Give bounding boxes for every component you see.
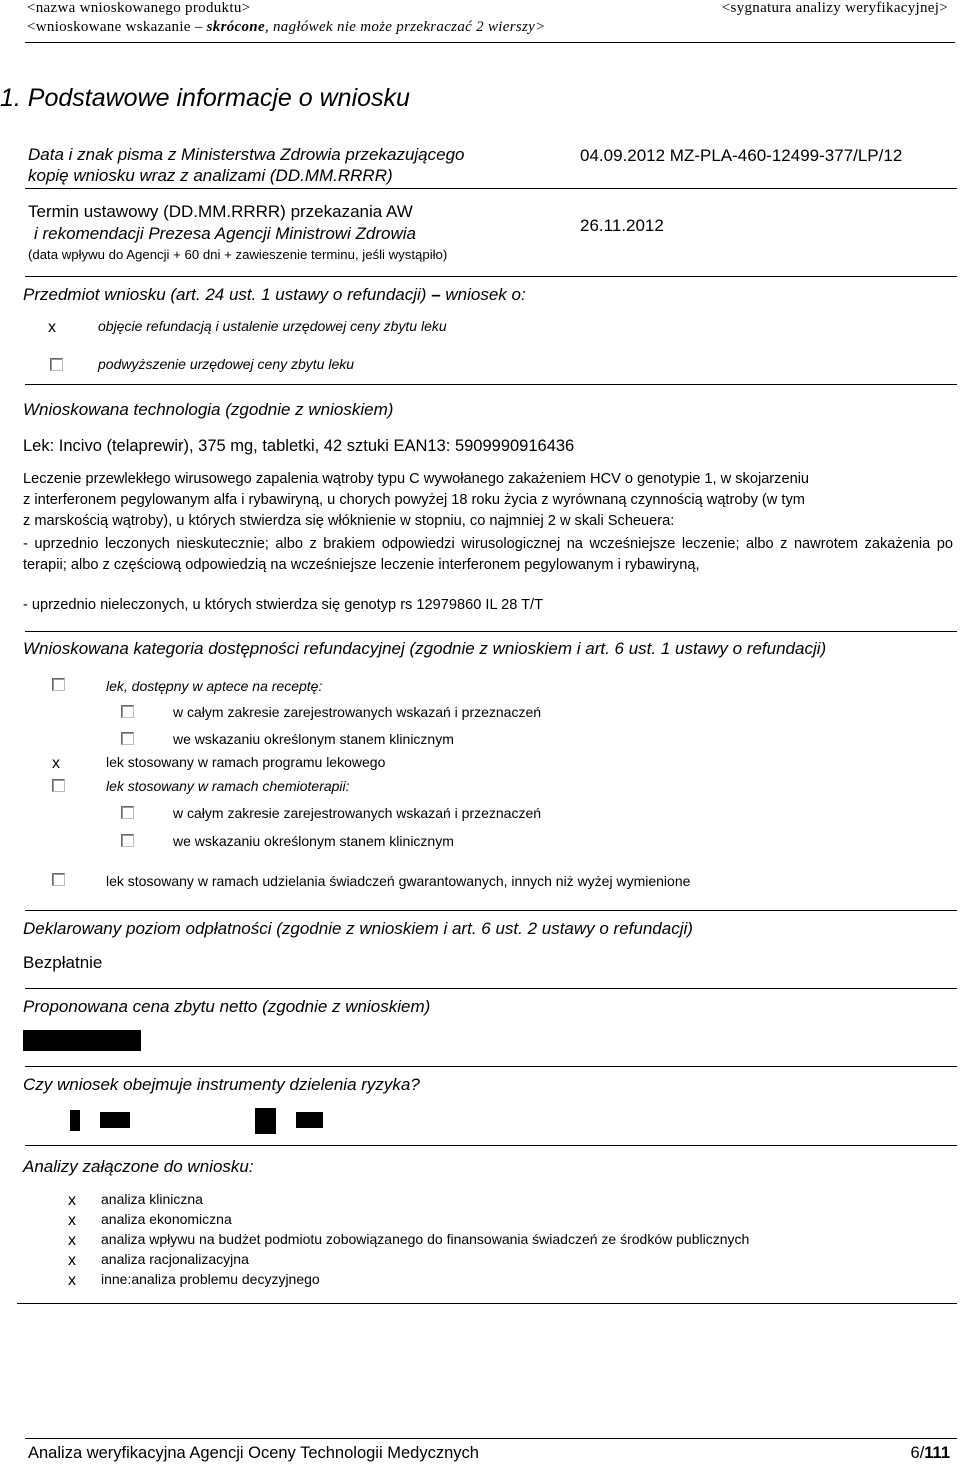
category-item-4-mark[interactable]: x — [52, 755, 60, 772]
product-placeholder: <nazwa wnioskowanego produktu> — [27, 0, 251, 16]
payment-value: Bezpłatnie — [23, 953, 103, 972]
category-item-7-checkbox[interactable] — [121, 834, 134, 847]
analysis-3-mark: x — [68, 1232, 76, 1249]
category-item-5-label: lek stosowany w ramach chemioterapii: — [106, 778, 350, 794]
deadline-note: (data wpływu do Agencji + 60 dni + zawieszenie terminu, jeśli wystąpiło) — [28, 247, 448, 262]
analysis-2-label: analiza ekonomiczna — [101, 1211, 232, 1227]
technology-drug: Lek: Incivo (telaprewir), 375 mg, tabletki, 42 sztuki EAN13: 5909990916436 — [23, 437, 575, 455]
rule-3 — [25, 384, 957, 385]
technology-indication-3: z marskością wątroby), u których stwierdza się włóknienie w stopniu, co najmniej 2 w skali Scheuera: — [23, 513, 675, 529]
page-total: 111 — [924, 1444, 950, 1462]
category-title: Wnioskowana kategoria dostępności refundacyjnej (zgodnie z wnioskiem i art. 6 ust. 1 ustawy o refundacji) — [23, 639, 827, 658]
subject-option-1-mark[interactable]: x — [48, 319, 56, 336]
letter-label-1: Data i znak pisma z Ministerstwa Zdrowia przekazującego — [28, 145, 465, 164]
category-item-6-label: w całym zakresie zarejestrowanych wskazań i przeznaczeń — [173, 805, 542, 821]
risk-redaction-1 — [70, 1110, 80, 1131]
deadline-label-1: Termin ustawowy (DD.MM.RRRR) przekazania AW — [28, 202, 413, 221]
technology-bullet-1: - uprzednio leczonych nieskutecznie; albo z brakiem odpowiedzi wirusologicznej na wcześniejsze leczenie; albo z nawrotem zakażenia po terapii; albo z częściową odpowiedzią na wcześniejsze leczenie interferonem pegylowanym i rybawiryną, — [23, 536, 953, 573]
rule-4 — [25, 631, 957, 632]
analysis-5-label: inne:analiza problemu decyzyjnego — [101, 1271, 320, 1287]
category-item-3-checkbox[interactable] — [121, 732, 134, 745]
signature-placeholder: <sygnatura analizy weryfikacyjnej> — [721, 0, 948, 16]
subject-title-a: Przedmiot wniosku (art. 24 ust. 1 ustawy o refundacji) — [23, 285, 427, 304]
footer-rule — [25, 1438, 957, 1439]
subject-title — [23, 285, 526, 305]
analysis-3-label: analiza wpływu na budżet podmiotu zobowiązanego do finansowania świadczeń ze środków publicznych — [101, 1231, 750, 1247]
technology-bullet-2: - uprzednio nieleczonych, u których stwierdza się genotyp rs 12979860 IL 28 T/T — [23, 597, 543, 613]
technology-title: Wnioskowana technologia (zgodnie z wnioskiem) — [23, 400, 394, 419]
analysis-1-mark: x — [68, 1192, 76, 1209]
technology-indication-2: z interferonem pegylowanym alfa i rybawiryną, u chorych powyżej 18 roku życia z wyrównaną czynnością wątroby (w tym — [23, 492, 805, 508]
analysis-1-label: analiza kliniczna — [101, 1191, 203, 1207]
subject-option-1-label: objęcie refundacją i ustalenie urzędowej ceny zbytu leku — [98, 318, 447, 334]
analysis-4-mark: x — [68, 1252, 76, 1269]
section-title: 1. Podstawowe informacje o wniosku — [0, 84, 410, 112]
subject-dash: – — [431, 285, 441, 304]
rule-5 — [25, 910, 957, 911]
deadline-value: 26.11.2012 — [580, 216, 664, 235]
subject-title-b: wniosek o: — [445, 285, 526, 304]
indication-emph: skrócone — [206, 19, 265, 35]
category-item-3-label: we wskazaniu określonym stanem klinicznym — [173, 731, 454, 747]
rule-8 — [25, 1145, 957, 1146]
page-number — [911, 1444, 950, 1463]
technology-indication-1: Leczenie przewlekłego wirusowego zapalenia wątroby typu C wywołanego zakażeniem HCV o genotypie 1, w skojarzeniu — [23, 471, 810, 487]
category-item-2-checkbox[interactable] — [121, 705, 134, 718]
category-item-1-label: lek, dostępny w aptece na receptę: — [106, 678, 323, 694]
analysis-4-label: analiza racjonalizacyjna — [101, 1251, 249, 1267]
footer-title: Analiza weryfikacyjna Agencji Oceny Technologii Medycznych — [28, 1444, 479, 1462]
rule-9 — [17, 1303, 957, 1304]
rule-2 — [25, 276, 957, 277]
payment-title: Deklarowany poziom odpłatności (zgodnie z wnioskiem i art. 6 ust. 2 ustawy o refundacji) — [23, 919, 693, 938]
letter-label-2: kopię wniosku wraz z analizami (DD.MM.RRRR) — [28, 166, 393, 185]
price-redaction — [23, 1030, 141, 1051]
risk-redaction-4 — [296, 1112, 323, 1128]
letter-value: 04.09.2012 MZ-PLA-460-12499-377/LP/12 — [580, 146, 903, 165]
subject-option-2-label: podwyższenie urzędowej ceny zbytu leku — [98, 356, 355, 372]
risk-redaction-3 — [255, 1108, 276, 1134]
rule-1 — [25, 188, 957, 189]
deadline-label-2: i rekomendacji Prezesa Agencji Ministrowi Zdrowia — [34, 224, 417, 243]
risk-redaction-2 — [100, 1112, 130, 1128]
category-item-8-checkbox[interactable] — [52, 873, 65, 886]
category-item-2-label: w całym zakresie zarejestrowanych wskazań i przeznaczeń — [173, 704, 542, 720]
category-item-4-label: lek stosowany w ramach programu lekowego — [106, 754, 386, 770]
indication-suffix: , nagłówek nie może przekraczać 2 wierszy> — [264, 19, 546, 35]
risk-title: Czy wniosek obejmuje instrumenty dzielenia ryzyka? — [23, 1075, 420, 1094]
subject-option-2-checkbox[interactable] — [50, 358, 63, 371]
header-rule — [25, 42, 955, 43]
analysis-5-mark: x — [68, 1272, 76, 1289]
category-item-8-label: lek stosowany w ramach udzielania świadczeń gwarantowanych, innych niż wyżej wymienione — [106, 873, 691, 889]
rule-7 — [25, 1066, 957, 1067]
indication-placeholder — [27, 19, 546, 36]
indication-prefix: <wnioskowane wskazanie – — [27, 19, 207, 35]
price-title: Proponowana cena zbytu netto (zgodnie z wnioskiem) — [23, 997, 431, 1016]
page-current: 6/ — [910, 1444, 925, 1462]
analyses-title: Analizy załączone do wniosku: — [23, 1157, 254, 1176]
analysis-2-mark: x — [68, 1212, 76, 1229]
category-item-5-checkbox[interactable] — [52, 779, 65, 792]
rule-6 — [25, 988, 957, 989]
category-item-6-checkbox[interactable] — [121, 806, 134, 819]
category-item-1-checkbox[interactable] — [52, 678, 65, 691]
category-item-7-label: we wskazaniu określonym stanem klinicznym — [173, 833, 454, 849]
